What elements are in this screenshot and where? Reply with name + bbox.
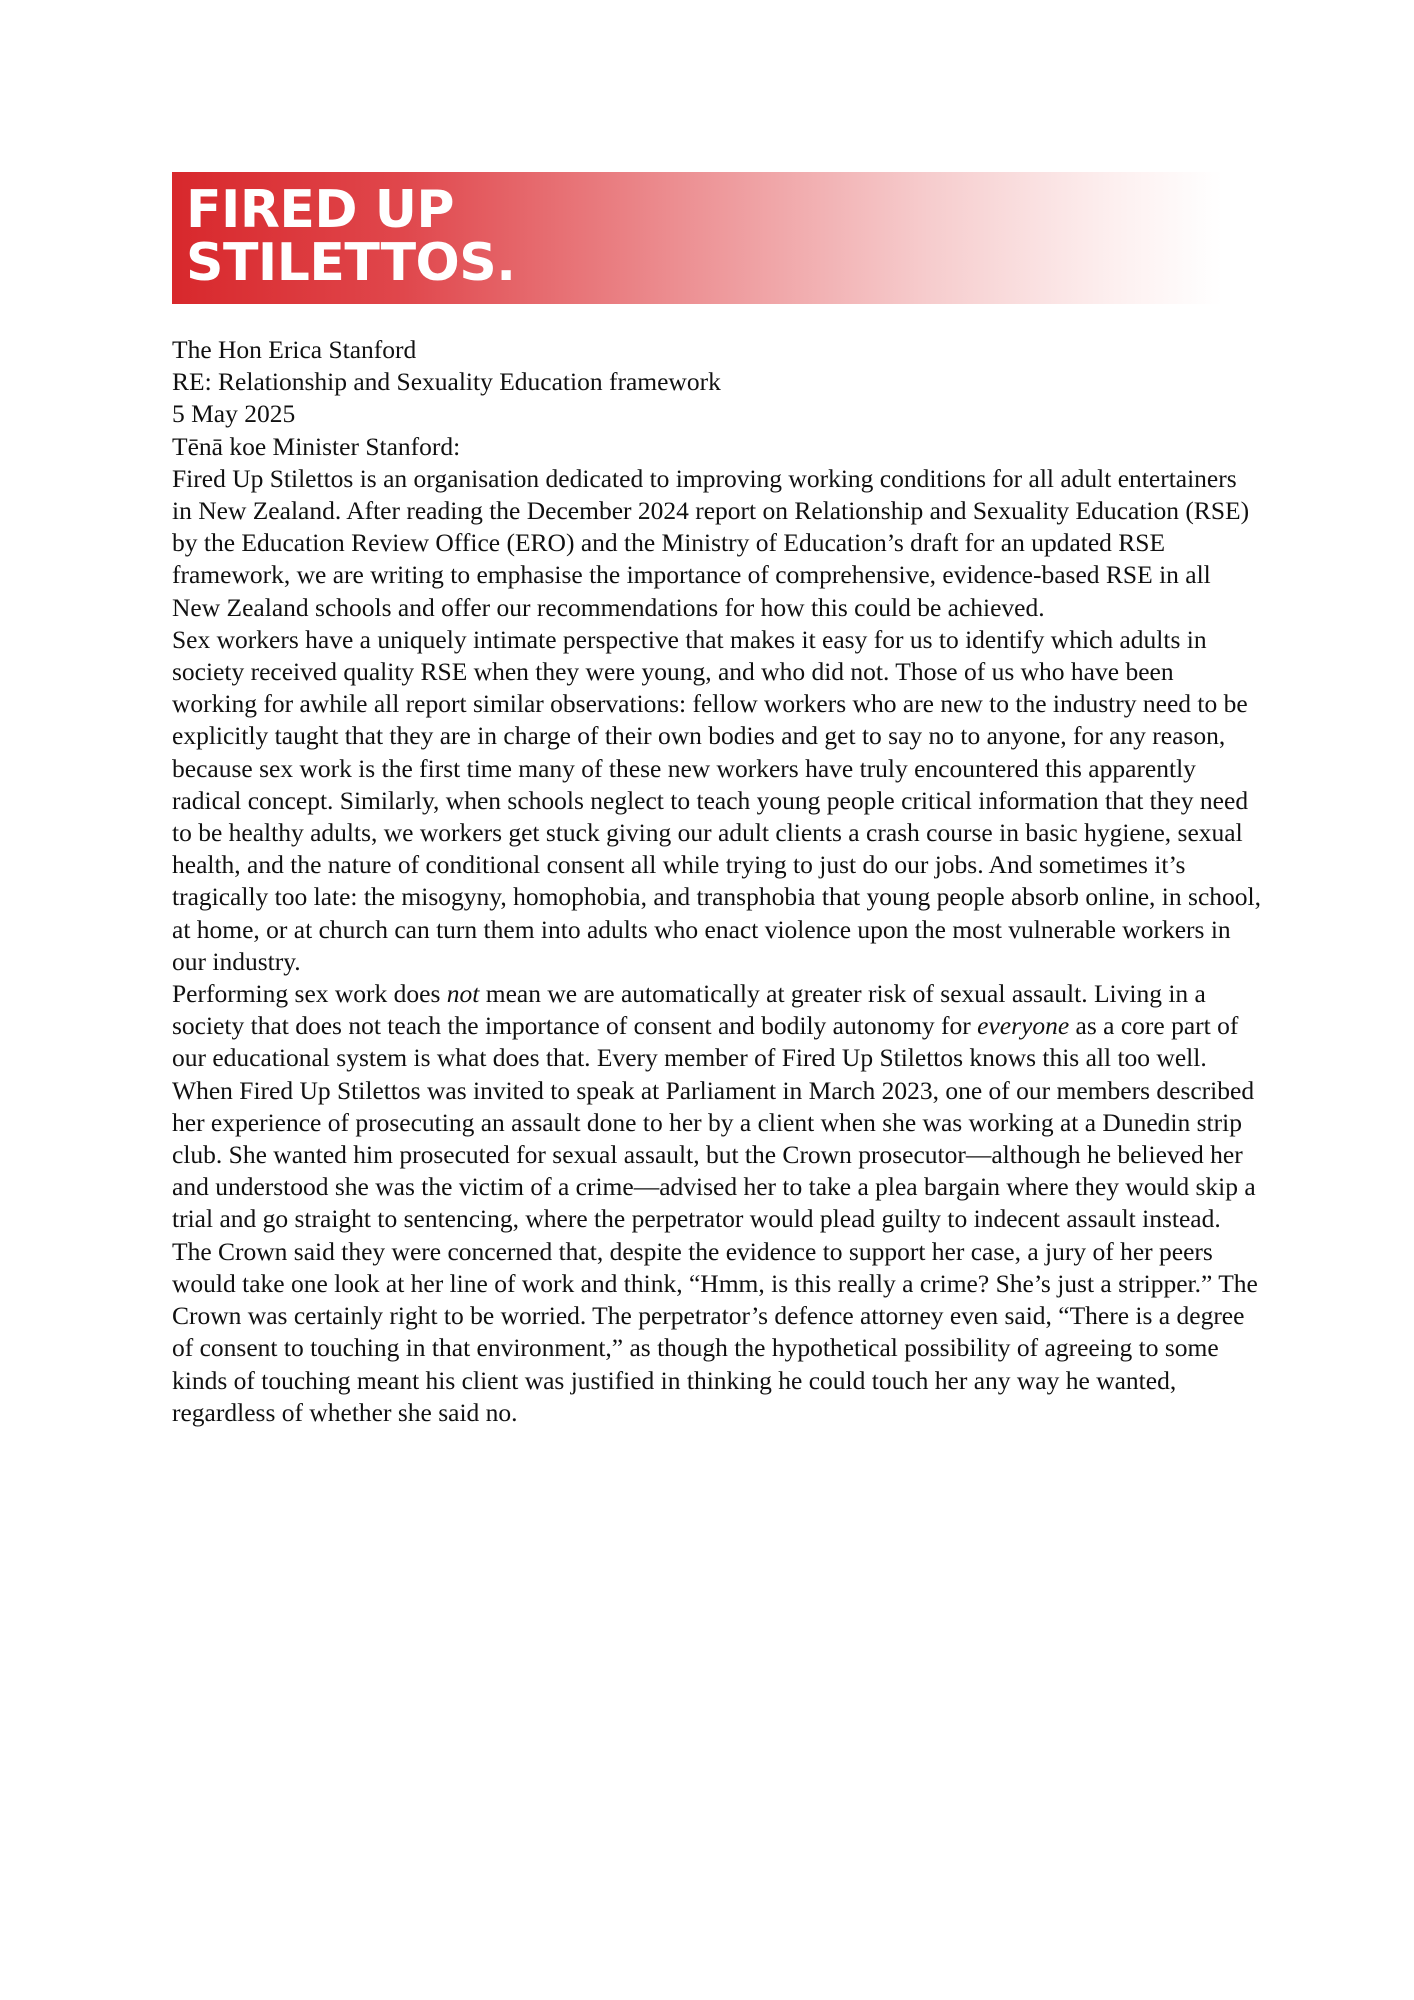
paragraph-risk-text-2: mean we are automatically at greater risk of sexual assault. Living in a society that does not teach the importance of consent and bodily autonomy for <box>172 979 1206 1041</box>
paragraph-risk-text-1: Performing sex work does <box>172 979 447 1009</box>
paragraph-parliament: When Fired Up Stilettos was invited to speak at Parliament in March 2023, one of our members described her experience of prosecuting an assault done to her by a client when she was working at a Dunedin strip club. She wanted him prosecuted for sexual assault, but the Crown prosecutor—although he believed her and understood she was the victim of a crime—advised her to take a plea bargain where they would skip a trial and go straight to sentencing, where the perpetrator would plead guilty to indecent assault instead. The Crown said they were concerned that, despite the evidence to support her case, a jury of her peers would take one look at her line of work and think, “Hmm, is this really a crime? She’s just a stripper.” The Crown was certainly right to be worried. The perpetrator’s defence attorney even said, “There is a degree of consent to touching in that environment,” as though the hypothetical possibility of agreeing to some kinds of touching meant his client was justified in thinking he could touch her any way he wanted, regardless of whether she said no. <box>172 1075 1258 1427</box>
letter-date: 5 May 2025 <box>172 399 296 429</box>
emphasis-everyone: everyone <box>977 1011 1070 1041</box>
subject-line: RE: Relationship and Sexuality Education framework <box>172 367 721 397</box>
header-banner <box>172 172 1222 304</box>
paragraph-risk <box>172 978 1262 1075</box>
paragraph-risk-text-3: as a core part of our educational system is what does that. Every member of Fired Up Stilettos knows this all too well. <box>172 1011 1239 1073</box>
logo-line-1: FIRED UP <box>186 180 455 240</box>
recipient: The Hon Erica Stanford <box>172 335 417 364</box>
salutation: Tēnā koe Minister Stanford: <box>172 431 461 461</box>
emphasis-not: not <box>446 979 480 1009</box>
fired-up-stilettos-logo <box>186 180 516 293</box>
paragraph-intro: Fired Up Stilettos is an organisation dedicated to improving working conditions for all adult entertainers in New Zealand. After reading the December 2024 report on Relationship and Sexuality Education (RSE) by the Education Review Office (ERO) and the Ministry of Education’s draft for an updated RSE framework, we are writing to emphasise the importance of comprehensive, evidence-based RSE in all New Zealand schools and offer our recommendations for how this could be achieved. <box>172 463 1250 622</box>
logo-line-2: STILETTOS. <box>186 233 516 293</box>
letter-body <box>172 334 1262 1429</box>
paragraph-perspective: Sex workers have a uniquely intimate perspective that makes it easy for us to identify which adults in society received quality RSE when they were young, and who did not. Those of us who have been working for awhile all report similar observations: fellow workers who are new to the industry need to be explicitly taught that they are in charge of their own bodies and get to say no to anyone, for any reason, because sex work is the first time many of these new workers have truly encountered this apparently radical concept. Similarly, when schools neglect to teach young people critical information that they need to be healthy adults, we workers get stuck giving our adult clients a crash course in basic hygiene, sexual health, and the nature of conditional consent all while trying to just do our jobs. And sometimes it’s tragically too late: the misogyny, homophobia, and transphobia that young people absorb online, in school, at home, or at church can turn them into adults who enact violence upon the most vulnerable workers in our industry. <box>172 624 1261 976</box>
